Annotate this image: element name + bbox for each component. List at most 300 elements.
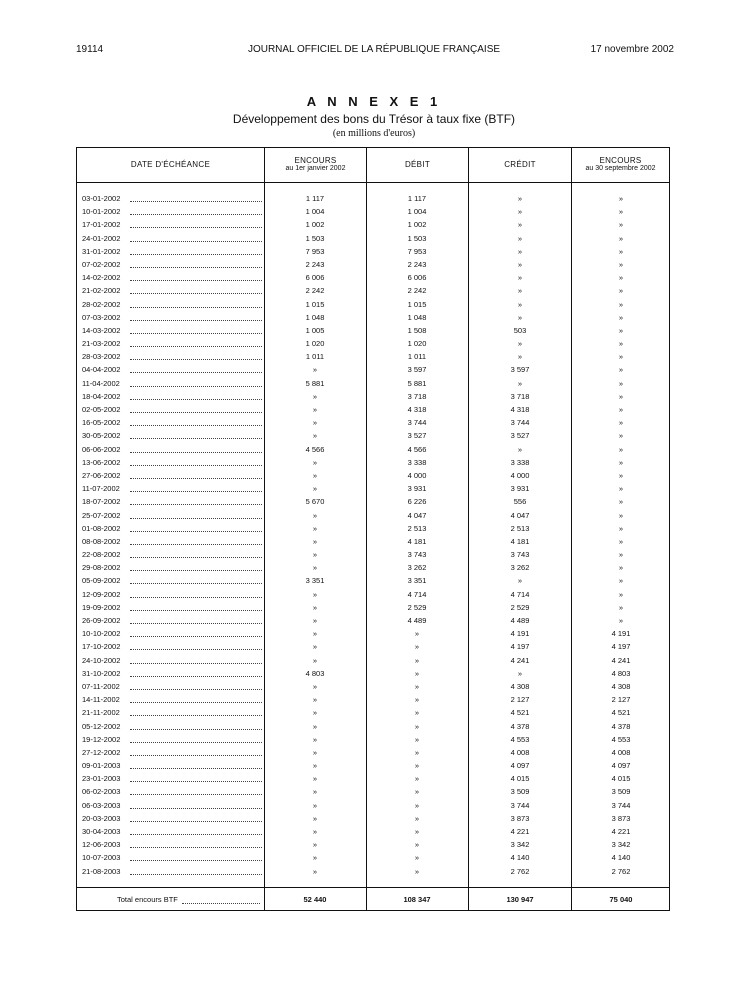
date-text: 04-04-2002 xyxy=(82,365,121,375)
cell-encours-end: 4 097 xyxy=(611,761,631,771)
cell-debit: » xyxy=(414,642,420,652)
header-date xyxy=(77,148,264,182)
cell-encours-start: » xyxy=(312,589,318,599)
cell-date xyxy=(82,772,262,785)
date-text: 10-10-2002 xyxy=(82,629,121,639)
table-row xyxy=(77,720,669,733)
date-text: 12-09-2002 xyxy=(82,589,121,599)
cell-encours-end: » xyxy=(618,194,624,203)
table-row xyxy=(77,469,669,482)
cell-credit: 4 553 xyxy=(510,734,530,744)
page-number: 19114 xyxy=(76,44,104,55)
date-text: 27-12-2002 xyxy=(82,747,121,757)
total-row xyxy=(77,889,669,911)
cell-date xyxy=(82,456,262,469)
dot-leader xyxy=(130,227,262,228)
cell-encours-start: » xyxy=(312,418,318,428)
cell-encours-end: » xyxy=(618,233,624,243)
dot-leader xyxy=(130,729,262,730)
table-row xyxy=(77,298,669,311)
cell-debit: 1 002 xyxy=(407,220,427,230)
date-text: 14-03-2002 xyxy=(82,325,121,335)
cell-encours-end: » xyxy=(618,616,624,625)
cell-date xyxy=(82,838,262,851)
dot-leader xyxy=(182,903,260,904)
cell-debit: » xyxy=(414,840,420,850)
date-text: 11-04-2002 xyxy=(82,378,120,388)
cell-encours-start: » xyxy=(312,800,318,810)
table-row xyxy=(77,377,669,390)
cell-debit: » xyxy=(414,629,420,639)
table-row xyxy=(77,614,669,627)
table-row xyxy=(77,785,669,798)
date-text: 06-03-2003 xyxy=(82,800,121,810)
cell-credit: 3 743 xyxy=(510,550,530,560)
cell-debit: 5 881 xyxy=(407,378,427,388)
table-row xyxy=(77,482,669,495)
table-row xyxy=(77,825,669,838)
cell-encours-start: » xyxy=(312,536,318,546)
table-row xyxy=(77,706,669,719)
cell-encours-end: 2 762 xyxy=(611,866,631,876)
table-row xyxy=(77,601,669,614)
dot-leader xyxy=(130,649,262,650)
cell-encours-start: » xyxy=(312,681,318,691)
cell-date xyxy=(82,443,262,456)
date-text: 21-08-2003 xyxy=(82,866,121,876)
dot-leader xyxy=(130,359,262,360)
cell-credit: 4 000 xyxy=(510,470,530,480)
table-body xyxy=(77,192,669,878)
cell-date xyxy=(82,192,262,205)
dot-leader xyxy=(130,412,262,413)
cell-encours-start: 5 881 xyxy=(305,378,325,388)
dot-leader xyxy=(130,834,262,835)
cell-debit: 4 047 xyxy=(407,510,427,520)
cell-encours-end: 4 015 xyxy=(611,774,631,784)
cell-encours-start: 1 117 xyxy=(305,194,325,203)
date-text: 06-06-2002 xyxy=(82,444,121,454)
dot-leader xyxy=(130,346,262,347)
total-encours-end: 75 040 xyxy=(609,895,633,904)
cell-date xyxy=(82,548,262,561)
cell-encours-end: » xyxy=(618,431,624,441)
cell-debit: 1 048 xyxy=(407,312,427,322)
dot-leader xyxy=(130,768,262,769)
cell-encours-end: » xyxy=(618,444,624,454)
cell-debit: 3 527 xyxy=(407,431,427,441)
table-row xyxy=(77,588,669,601)
cell-credit: 4 140 xyxy=(510,853,530,863)
cell-encours-end: » xyxy=(618,273,624,283)
date-text: 13-06-2002 xyxy=(82,457,121,467)
header-encours-start-sub: au 1er janvier 2002 xyxy=(285,165,346,172)
table-row xyxy=(77,851,669,864)
date-text: 30-04-2003 xyxy=(82,827,121,836)
table-row xyxy=(77,548,669,561)
cell-debit: » xyxy=(414,668,420,678)
cell-encours-start: » xyxy=(312,470,318,480)
cell-date xyxy=(82,680,262,693)
dot-leader xyxy=(130,241,262,242)
cell-encours-end: » xyxy=(618,470,624,480)
dot-leader xyxy=(130,518,262,519)
cell-encours-end: 3 509 xyxy=(611,787,631,797)
cell-debit: 2 513 xyxy=(407,523,427,533)
table-row xyxy=(77,733,669,746)
cell-credit: » xyxy=(517,273,523,283)
annex-label: A N N E X E 1 xyxy=(306,94,442,109)
table-row xyxy=(77,561,669,574)
cell-credit: 3 873 xyxy=(510,813,530,823)
date-text: 08-08-2002 xyxy=(82,536,121,546)
cell-debit: » xyxy=(414,774,420,784)
cell-debit: 4 489 xyxy=(407,616,427,625)
cell-encours-end: » xyxy=(618,576,624,586)
cell-date xyxy=(82,561,262,574)
table-row xyxy=(77,218,669,231)
cell-debit: 1 020 xyxy=(407,339,427,349)
cell-encours-start: » xyxy=(312,734,318,744)
cell-date xyxy=(82,693,262,706)
dot-leader xyxy=(130,399,262,400)
cell-date xyxy=(82,377,262,390)
cell-credit: 4 489 xyxy=(510,616,530,625)
cell-debit: 6 226 xyxy=(407,497,427,507)
cell-credit: » xyxy=(517,220,523,230)
cell-encours-start: » xyxy=(312,655,318,665)
total-rule xyxy=(77,887,669,888)
cell-debit: 1 004 xyxy=(407,207,427,217)
cell-date xyxy=(82,812,262,825)
cell-debit: 1 011 xyxy=(407,352,427,362)
dot-leader xyxy=(130,531,262,532)
cell-debit: 1 015 xyxy=(407,299,427,309)
dot-leader xyxy=(130,320,262,321)
table-row xyxy=(77,456,669,469)
dot-leader xyxy=(130,636,262,637)
date-text: 21-03-2002 xyxy=(82,339,121,349)
date-text: 12-06-2003 xyxy=(82,840,121,850)
cell-date xyxy=(82,535,262,548)
cell-encours-end: » xyxy=(618,352,624,362)
cell-encours-start: 4 566 xyxy=(305,444,325,454)
cell-debit: 3 931 xyxy=(407,484,427,494)
cell-credit: 4 181 xyxy=(510,536,530,546)
dot-leader xyxy=(130,742,262,743)
cell-debit: 1 117 xyxy=(407,194,427,203)
cell-encours-start: 1 005 xyxy=(305,325,325,335)
date-text: 30-05-2002 xyxy=(82,431,121,441)
header-date-label: DATE D'ÉCHÉANCE xyxy=(130,160,211,169)
cell-encours-end: » xyxy=(618,523,624,533)
cell-debit: 1 503 xyxy=(407,233,427,243)
dot-leader xyxy=(130,610,262,611)
total-debit: 108 347 xyxy=(403,895,431,904)
date-text: 27-06-2002 xyxy=(82,470,121,480)
cell-date xyxy=(82,733,262,746)
cell-credit: 3 744 xyxy=(510,418,530,428)
dot-leader xyxy=(130,307,262,308)
cell-credit: » xyxy=(517,444,523,454)
cell-credit: 4 318 xyxy=(510,405,530,414)
cell-credit: 4 221 xyxy=(510,827,530,836)
table-row xyxy=(77,535,669,548)
cell-date xyxy=(82,785,262,798)
table-row xyxy=(77,284,669,297)
date-text: 03-01-2002 xyxy=(82,194,121,203)
cell-date xyxy=(82,337,262,350)
cell-date xyxy=(82,390,262,403)
cell-debit: » xyxy=(414,708,420,718)
cell-encours-end: 4 553 xyxy=(611,734,631,744)
dot-leader xyxy=(130,715,262,716)
date-text: 22-08-2002 xyxy=(82,550,121,560)
cell-date xyxy=(82,403,262,416)
dot-leader xyxy=(130,293,262,294)
publication-date: 17 novembre 2002 xyxy=(590,44,674,55)
cell-date xyxy=(82,416,262,429)
cell-encours-end: » xyxy=(618,497,624,507)
date-text: 07-02-2002 xyxy=(82,259,121,269)
cell-encours-end: 4 221 xyxy=(611,827,631,836)
cell-date xyxy=(82,284,262,297)
cell-debit: » xyxy=(414,827,420,836)
cell-credit: » xyxy=(517,312,523,322)
cell-encours-start: » xyxy=(312,840,318,850)
dot-leader xyxy=(130,504,262,505)
date-text: 17-01-2002 xyxy=(82,220,121,230)
cell-encours-start: 4 803 xyxy=(305,668,325,678)
cell-debit: 7 953 xyxy=(407,246,427,256)
cell-date xyxy=(82,614,262,627)
date-text: 10-07-2003 xyxy=(82,853,121,863)
cell-date xyxy=(82,627,262,640)
table-row xyxy=(77,192,669,205)
table-row xyxy=(77,495,669,508)
date-text: 18-04-2002 xyxy=(82,391,121,401)
btf-table xyxy=(76,147,670,911)
cell-encours-end: 3 342 xyxy=(611,840,631,850)
header-debit xyxy=(367,148,468,182)
date-text: 05-09-2002 xyxy=(82,576,121,586)
table-row xyxy=(77,799,669,812)
cell-encours-start: » xyxy=(312,391,318,401)
cell-debit: 3 338 xyxy=(407,457,427,467)
dot-leader xyxy=(130,201,262,202)
cell-encours-end: » xyxy=(618,246,624,256)
cell-credit: 4 378 xyxy=(510,721,530,731)
date-text: 31-01-2002 xyxy=(82,246,121,256)
date-text: 23-01-2003 xyxy=(82,774,121,784)
cell-encours-end: 4 191 xyxy=(611,629,631,639)
journal-title: JOURNAL OFFICIEL DE LA RÉPUBLIQUE FRANÇAISE xyxy=(247,44,501,55)
date-text: 01-08-2002 xyxy=(82,523,121,533)
cell-date xyxy=(82,218,262,231)
table-row xyxy=(77,429,669,442)
cell-encours-end: » xyxy=(618,405,624,414)
cell-date xyxy=(82,495,262,508)
dot-leader xyxy=(130,452,262,453)
table-row xyxy=(77,324,669,337)
cell-debit: 6 006 xyxy=(407,273,427,283)
cell-encours-end: » xyxy=(618,339,624,349)
cell-date xyxy=(82,245,262,258)
cell-encours-end: » xyxy=(618,378,624,388)
cell-debit: » xyxy=(414,853,420,863)
cell-debit: » xyxy=(414,681,420,691)
cell-date xyxy=(82,825,262,838)
cell-encours-end: » xyxy=(618,602,624,612)
date-text: 28-03-2002 xyxy=(82,352,121,362)
date-text: 09-01-2003 xyxy=(82,761,121,771)
cell-debit: 4 318 xyxy=(407,405,427,414)
cell-encours-start: 1 015 xyxy=(305,299,325,309)
cell-debit: » xyxy=(414,655,420,665)
header-encours-start-label: ENCOURS xyxy=(294,156,337,165)
date-text: 24-01-2002 xyxy=(82,233,121,243)
cell-date xyxy=(82,851,262,864)
total-credit: 130 947 xyxy=(506,895,534,904)
cell-date xyxy=(82,640,262,653)
dot-leader xyxy=(130,491,262,492)
cell-debit: 3 744 xyxy=(407,418,427,428)
dot-leader xyxy=(130,214,262,215)
cell-encours-end: » xyxy=(618,550,624,560)
cell-debit: » xyxy=(414,787,420,797)
table-row xyxy=(77,258,669,271)
cell-debit: » xyxy=(414,734,420,744)
cell-debit: 2 243 xyxy=(407,259,427,269)
cell-encours-start: » xyxy=(312,484,318,494)
date-text: 07-03-2002 xyxy=(82,312,121,322)
cell-encours-end: 4 197 xyxy=(611,642,631,652)
dot-leader xyxy=(130,386,262,387)
header-encours-start xyxy=(265,148,366,182)
cell-encours-start: » xyxy=(312,827,318,836)
cell-debit: 2 529 xyxy=(407,602,427,612)
cell-encours-start: 1 020 xyxy=(305,339,325,349)
date-text: 29-08-2002 xyxy=(82,563,121,573)
cell-credit: » xyxy=(517,339,523,349)
cell-encours-start: 6 006 xyxy=(305,273,325,283)
cell-date xyxy=(82,258,262,271)
dot-leader xyxy=(130,597,262,598)
cell-credit: » xyxy=(517,378,523,388)
cell-encours-start: 1 048 xyxy=(305,312,325,322)
date-text: 14-11-2002 xyxy=(82,695,120,705)
table-row xyxy=(77,416,669,429)
dot-leader xyxy=(130,372,262,373)
date-text: 05-12-2002 xyxy=(82,721,121,731)
cell-date xyxy=(82,271,262,284)
cell-encours-start: 1 002 xyxy=(305,220,325,230)
dot-leader xyxy=(130,860,262,861)
cell-credit: 4 241 xyxy=(510,655,530,665)
cell-encours-start: 1 503 xyxy=(305,233,325,243)
cell-encours-end: » xyxy=(618,312,624,322)
cell-encours-start: » xyxy=(312,774,318,784)
cell-debit: 2 242 xyxy=(407,286,427,296)
date-text: 07-11-2002 xyxy=(82,681,120,691)
cell-encours-start: 5 670 xyxy=(305,497,325,507)
cell-encours-end: » xyxy=(618,207,624,217)
date-text: 19-12-2002 xyxy=(82,734,121,744)
cell-encours-end: 4 308 xyxy=(611,681,631,691)
cell-encours-start: 2 242 xyxy=(305,286,325,296)
date-text: 31-10-2002 xyxy=(82,668,121,678)
cell-date xyxy=(82,865,262,878)
cell-date xyxy=(82,509,262,522)
dot-leader xyxy=(130,478,262,479)
cell-encours-start: » xyxy=(312,761,318,771)
table-row xyxy=(77,350,669,363)
date-text: 17-10-2002 xyxy=(82,642,121,652)
header-rule xyxy=(77,182,669,183)
cell-encours-end: 4 140 xyxy=(611,853,631,863)
cell-debit: » xyxy=(414,813,420,823)
cell-date xyxy=(82,205,262,218)
table-row xyxy=(77,390,669,403)
cell-credit: 3 338 xyxy=(510,457,530,467)
cell-date xyxy=(82,706,262,719)
dot-leader xyxy=(130,438,262,439)
cell-encours-start: » xyxy=(312,563,318,573)
table-row xyxy=(77,232,669,245)
cell-date xyxy=(82,232,262,245)
cell-encours-start: » xyxy=(312,866,318,876)
cell-date xyxy=(82,654,262,667)
cell-encours-end: 4 521 xyxy=(611,708,631,718)
dot-leader xyxy=(130,583,262,584)
cell-date xyxy=(82,482,262,495)
dot-leader xyxy=(130,755,262,756)
cell-encours-end: » xyxy=(618,299,624,309)
dot-leader xyxy=(130,874,262,875)
table-row xyxy=(77,403,669,416)
cell-encours-start: » xyxy=(312,602,318,612)
cell-date xyxy=(82,350,262,363)
date-text: 19-09-2002 xyxy=(82,602,121,612)
cell-credit: 4 097 xyxy=(510,761,530,771)
cell-date xyxy=(82,588,262,601)
cell-encours-end: » xyxy=(618,563,624,573)
cell-credit: 2 529 xyxy=(510,602,530,612)
cell-encours-end: 4 008 xyxy=(611,747,631,757)
table-row xyxy=(77,363,669,376)
date-text: 14-02-2002 xyxy=(82,273,121,283)
cell-date xyxy=(82,324,262,337)
cell-encours-end: » xyxy=(618,418,624,428)
cell-encours-start: 1 011 xyxy=(305,352,325,362)
dot-leader xyxy=(130,254,262,255)
header-credit xyxy=(469,148,571,182)
date-text: 21-02-2002 xyxy=(82,286,121,296)
annex-unit: (en millions d'euros) xyxy=(332,128,416,139)
dot-leader xyxy=(130,333,262,334)
table-row xyxy=(77,271,669,284)
cell-credit: 503 xyxy=(513,325,527,335)
cell-encours-end: » xyxy=(618,484,624,494)
cell-credit: 3 527 xyxy=(510,431,530,441)
cell-credit: » xyxy=(517,576,523,586)
dot-leader xyxy=(130,623,262,624)
cell-encours-end: 3 744 xyxy=(611,800,631,810)
cell-encours-start: » xyxy=(312,365,318,375)
cell-debit: 3 351 xyxy=(407,576,427,586)
dot-leader xyxy=(130,465,262,466)
dot-leader xyxy=(130,676,262,677)
